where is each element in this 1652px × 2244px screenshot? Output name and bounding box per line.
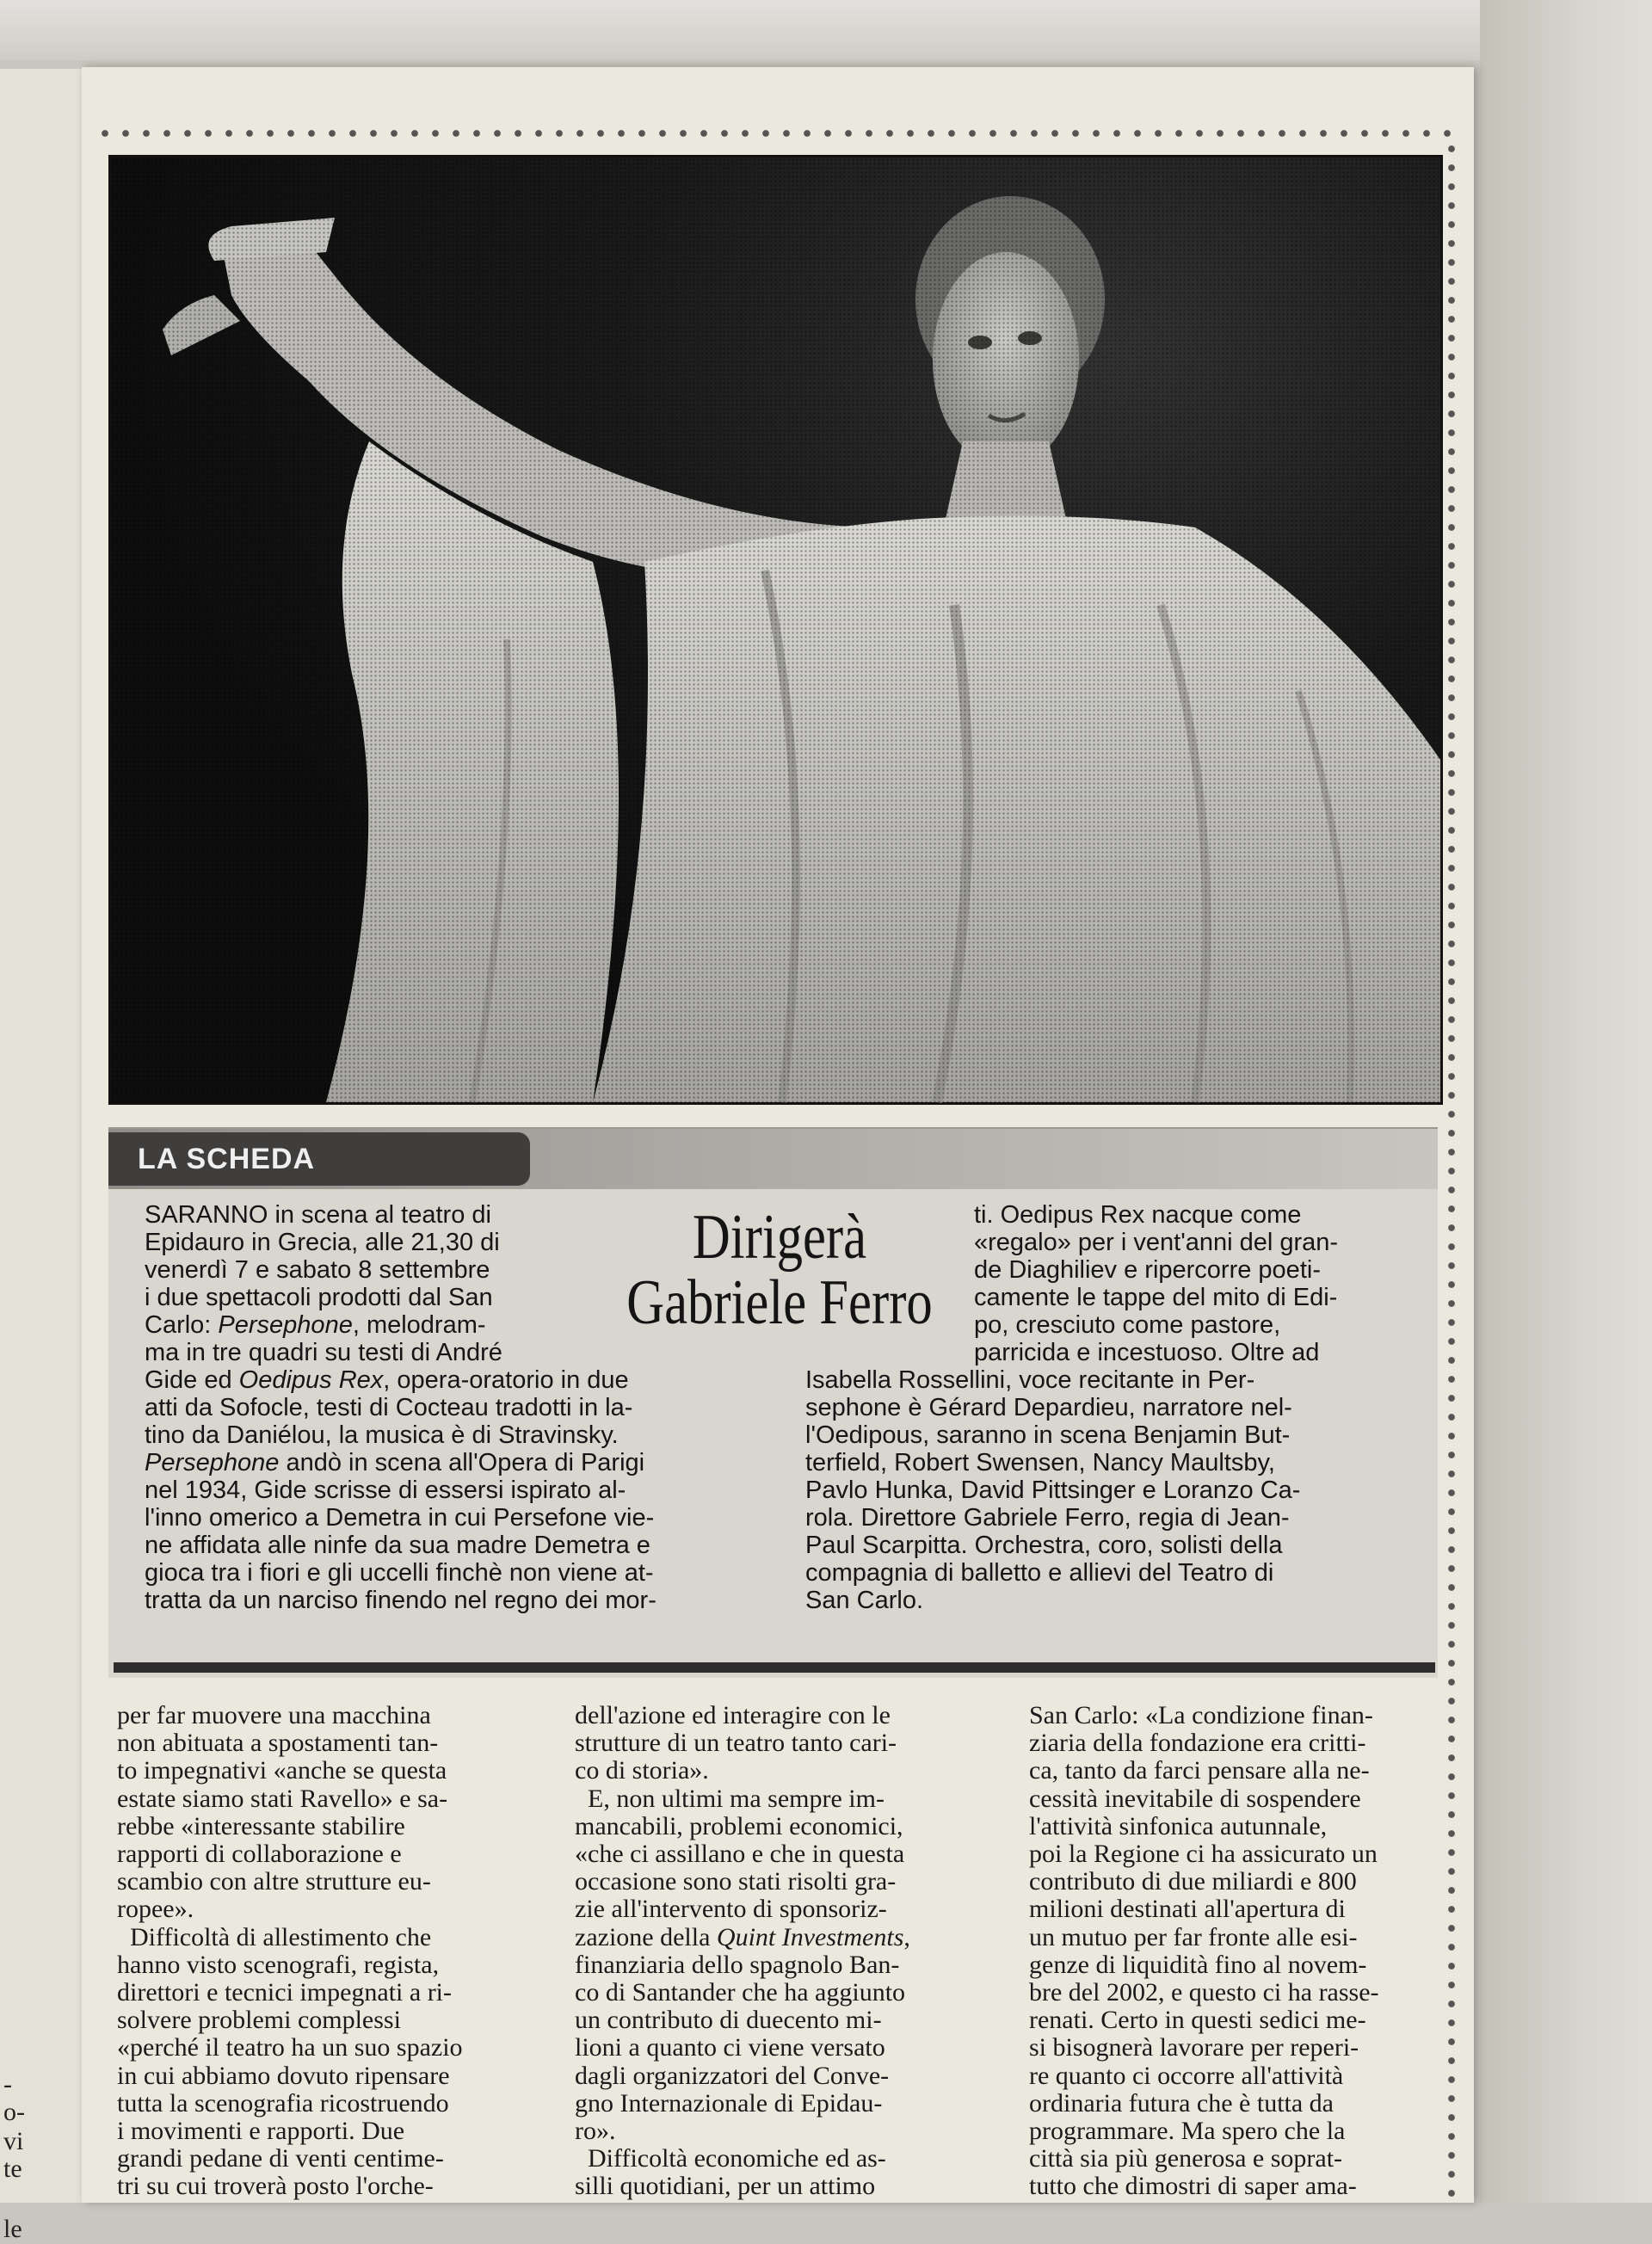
scheda-line: «regalo» per i vent'anni del gran-	[974, 1229, 1339, 1256]
article-line: contributo di due miliardi e 800	[1029, 1867, 1357, 1896]
article-line: dagli organizzatori del Conve-	[575, 2061, 890, 2090]
scheda-column-1	[145, 1201, 575, 1366]
prev-fragment: te	[3, 2155, 22, 2183]
background-right	[1480, 0, 1652, 2203]
scheda-line: atti da Sofocle, testi di Cocteau tradotti in la-	[145, 1394, 633, 1421]
article-line: estate siamo stati Ravello» e sa-	[117, 1784, 448, 1813]
scheda-column-3-wide	[805, 1366, 1433, 1614]
article-line: co di storia».	[575, 1756, 709, 1785]
article-line: direttori e tecnici impegnati a ri-	[117, 1978, 453, 2007]
scheda-line: Isabella Rossellini, voce recitante in Per-	[805, 1366, 1255, 1394]
article-line: ordinaria futura che è tutta da	[1029, 2088, 1334, 2118]
scheda-line: l'inno omerico a Demetra in cui Persefone vie-	[145, 1504, 655, 1532]
article-line: non abituata a spostamenti tan-	[117, 1729, 439, 1758]
prev-fragment: le	[3, 2215, 22, 2243]
article-line: città sia più generosa e soprat-	[1029, 2144, 1343, 2173]
article-line: to impegnativi «anche se questa	[117, 1756, 447, 1785]
scheda-label: LA SCHEDA	[138, 1143, 316, 1175]
article-line: milioni destinati all'apertura di	[1029, 1895, 1346, 1924]
prev-fragment: vi	[3, 2127, 24, 2155]
article-line: scambio con altre strutture eu-	[117, 1867, 431, 1896]
article-line: silli quotidiani, per un attimo	[575, 2172, 876, 2201]
scheda-line: terfield, Robert Swensen, Nancy Maultsby,	[805, 1449, 1275, 1476]
scheda-column-3	[974, 1201, 1430, 1366]
article-line: genze di liquidità fino al novem-	[1029, 1950, 1367, 1979]
scheda-line: Carlo: Persephone, melodram-	[145, 1311, 486, 1339]
background-top	[0, 0, 1652, 60]
previous-page-edge	[0, 69, 83, 2243]
scheda-line: Gide ed Oedipus Rex, opera-oratorio in due	[145, 1366, 629, 1394]
article-line: rapporti di collaborazione e	[117, 1840, 402, 1869]
article-column-2	[575, 1702, 1005, 2201]
scheda-line: sephone è Gérard Depardieu, narratore nel-	[805, 1394, 1292, 1421]
raised-arm-shape	[223, 237, 911, 578]
article-line: programmare. Ma spero che la	[1029, 2117, 1346, 2146]
scheda-line: venerdì 7 e sabato 8 settembre	[145, 1256, 490, 1284]
performer-photo	[108, 155, 1443, 1105]
scheda-line: San Carlo.	[805, 1587, 924, 1614]
article-line: Difficoltà di allestimento che	[117, 1922, 432, 1951]
scheda-line: de Diaghiliev e ripercorre poeti-	[974, 1256, 1321, 1284]
article-line: mancabili, problemi economici,	[575, 1811, 903, 1840]
scheda-line: po, cresciuto come pastore,	[974, 1311, 1281, 1339]
article-line: si bisognerà lavorare per reperi-	[1029, 2033, 1359, 2062]
article-column-3	[1029, 1702, 1451, 2201]
article-line: «perché il teatro ha un suo spazio	[117, 2033, 463, 2062]
robe-body	[593, 516, 1440, 1102]
scheda-line: Paul Scarpitta. Orchestra, coro, solisti della	[805, 1532, 1283, 1559]
scheda-line: l'Oedipous, saranno in scena Benjamin But-	[805, 1421, 1291, 1449]
scheda-line: Persephone andò in scena all'Opera di Parigi	[145, 1449, 645, 1476]
scheda-line: ma in tre quadri su testi di André	[145, 1339, 502, 1366]
face-shape	[933, 252, 1079, 467]
article-line: lioni a quanto ci viene versato	[575, 2033, 885, 2062]
scheda-line: nel 1934, Gide scrisse di essersi ispirato al-	[145, 1476, 626, 1504]
article-line: zie all'intervento di sponsoriz-	[575, 1895, 887, 1924]
article-line: un contributo di duecento mi-	[575, 2006, 882, 2035]
scheda-line: ne affidata alle ninfe da sua madre Demetra e	[145, 1532, 650, 1559]
article-line: zazione della Quint Investments,	[575, 1922, 910, 1951]
scheda-line: i due spettacoli prodotti dal San	[145, 1284, 493, 1311]
scheda-header	[108, 1129, 1438, 1189]
scheda-line: tratta da un narciso finendo nel regno dei mor-	[145, 1587, 656, 1614]
article-line: San Carlo: «La condizione finan-	[1029, 1701, 1373, 1729]
scheda-line: tino da Daniélou, la musica è di Stravinsky.	[145, 1421, 619, 1449]
scheda-bottom-rule	[114, 1662, 1435, 1673]
prev-fragment: o-	[3, 2098, 25, 2126]
article-line: ro».	[575, 2117, 616, 2146]
article-line: per far muovere una macchina	[117, 1701, 431, 1729]
article-line: E, non ultimi ma sempre im-	[575, 1784, 885, 1813]
article-line: renati. Certo in questi sedici me-	[1029, 2006, 1366, 2035]
scheda-line: Pavlo Hunka, David Pittsinger e Loranzo Ca-	[805, 1476, 1301, 1504]
article-line: un mutuo per far fronte alle esi-	[1029, 1922, 1358, 1951]
article-line: solvere problemi complessi	[117, 2006, 401, 2035]
prev-fragment: -	[3, 2070, 12, 2099]
dotted-border-top	[95, 127, 1463, 139]
article-line: i movimenti e rapporti. Due	[117, 2117, 405, 2146]
article-line: grandi pedane di venti centime-	[117, 2144, 444, 2173]
scheda-box	[108, 1127, 1438, 1678]
article-line: gno Internazionale di Epidau-	[575, 2088, 883, 2118]
article-line: «che ci assillano e che in questa	[575, 1840, 905, 1869]
article-line: dell'azione ed interagire con le	[575, 1701, 891, 1729]
scheda-headline: Dirigerà Gabriele Ferro	[626, 1202, 933, 1338]
scheda-line: ti. Oedipus Rex nacque come	[974, 1201, 1302, 1229]
article-line: poi la Regione ci ha assicurato un	[1029, 1840, 1378, 1869]
article-line: ca, tanto da farci pensare alla ne-	[1029, 1756, 1370, 1785]
scheda-label-tab	[108, 1132, 530, 1186]
article-line: l'attività sinfonica autunnale,	[1029, 1811, 1328, 1840]
article-line: occasione sono stati risolti gra-	[575, 1867, 897, 1896]
article-line: rebbe «interessante stabilire	[117, 1811, 405, 1840]
article-line: bre del 2002, e questo ci ha rasse-	[1029, 1978, 1379, 2007]
article-line: cessità inevitabile di sospendere	[1029, 1784, 1361, 1813]
scheda-column-1-wide	[145, 1366, 798, 1614]
article-line: tri su cui troverà posto l'orche-	[117, 2172, 434, 2201]
article-line: ropee».	[117, 1895, 194, 1924]
article-line: re quanto ci occorre all'attività	[1029, 2061, 1344, 2090]
scheda-line: compagnia di balletto e allievi del Teatro di	[805, 1559, 1274, 1587]
article-line: finanziaria dello spagnolo Ban-	[575, 1950, 900, 1979]
article-line: ziaria della fondazione era critti-	[1029, 1729, 1366, 1758]
scheda-line: SARANNO in scena al teatro di	[145, 1201, 491, 1229]
scheda-line: gioca tra i fiori e gli uccelli finchè non viene at-	[145, 1559, 654, 1587]
scheda-line: Epidauro in Grecia, alle 21,30 di	[145, 1229, 500, 1256]
article-line: in cui abbiamo dovuto ripensare	[117, 2061, 450, 2090]
article-line: hanno visto scenografi, regista,	[117, 1950, 440, 1979]
article-column-1	[117, 1702, 547, 2201]
article-line: co di Santander che ha aggiunto	[575, 1978, 906, 2007]
scheda-line: camente le tappe del mito di Edi-	[974, 1284, 1338, 1311]
article-line: strutture di un teatro tanto cari-	[575, 1729, 897, 1758]
article-line: tutta la scenografia ricostruendo	[117, 2088, 449, 2118]
article-line: tutto che dimostri di saper ama-	[1029, 2172, 1357, 2201]
scheda-line: rola. Direttore Gabriele Ferro, regia di Jean-	[805, 1504, 1290, 1532]
scheda-line: parricida e incestuoso. Oltre ad	[974, 1339, 1320, 1366]
photo-illustration	[111, 157, 1440, 1102]
article-line: Difficoltà economiche ed as-	[575, 2144, 886, 2173]
